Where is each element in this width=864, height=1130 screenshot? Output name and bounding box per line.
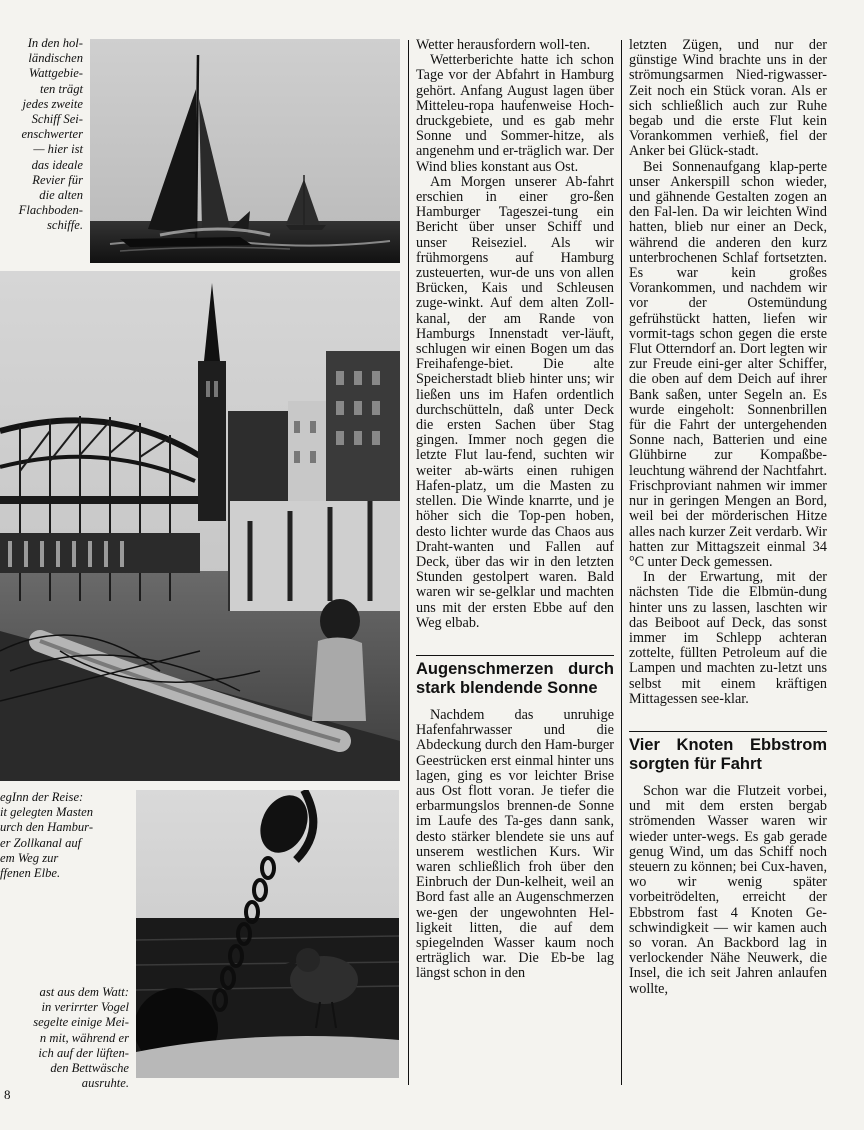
- paragraph: letzten Zügen, und nur der günstige Wind brachte uns in der strömungsarmen Nied-rigwasser-Zeit noch ein Stück voran. Als er sich schließlich auch zur Ruhe begab und die erste Flut kein Vorankommen verhieß, fiel der Anker bei Glück-stadt.: [629, 37, 827, 160]
- photo-harbour-zollkanal: [0, 271, 400, 781]
- paragraph: Schon war die Flutzeit vorbei, und mit dem ersten bergab strömenden Wasser waren wir wieder unter-wegs. Es gab gerade genug Wind, um das Schiff noch steuern zu können; bei Cux-haven, wo wir wenig später vorbeitrödelten, erreicht der Ebbstrom fast 4 Knoten Ge-schwindigkeit — wir kamen auch so voran. An Backbord lag in verlockender Nähe Neuwerk, die Insel, die ich seit Jahren anlaufen wollte,: [629, 782, 827, 997]
- caption-bird: ast aus dem Watt: in verirrter Vogel segelte einige Mei- n mit, während er ich auf der lüften- den Bettwäsche ausruhte.: [33, 985, 129, 1091]
- page-number: 8: [4, 1087, 11, 1102]
- paragraph: Wetterberichte hatte ich schon Tage vor der Abfahrt in Hamburg gehört. Anfang August lagen über Mitteleu-ropa haufenweise Hoch-druckgebiete, und es gab mehr Sonne und Sommer-hitze, als angenehm und er-träglich war. Der Wind blies konstant aus Ost.: [416, 52, 614, 175]
- caption-harbour: egInn der Reise: it gelegten Masten urch den Hambur- er Zollkanal auf em Weg zur ffenen Elbe.: [0, 790, 94, 881]
- paragraph: Am Morgen unserer Ab-fahrt erschien in einer gro-ßen Hamburger Tageszei-tung ein Bericht über unser Schiff und unser Reiseziel. Als wir frühmorgens auf Hamburg zusteuerten, wur-de uns von allen Brücken, Kais und Schleusen zuge-winkt. Auf dem alten Zoll-kanal, der am Rande von Hamburgs Innenstadt ver-läuft, schlugen wir einen Bogen um das Freihafenge-biet. Die alte Speicherstadt blieb hinter uns; wir ließen uns im Hafen ordentlich durchschütteln, daß unter Deck die ersten Sachen über Stag gingen. Immer noch gegen die letzte Flut lau-fend, suchten wir weiter ab-wärts einen ruhigen Hafen-platz, um die Masten zu stellen. Die Winde knarrte, und je höher sich die Top-pen hoben, desto lichter wurde das Chaos aus Draht-wanten und Fallen auf Deck, über das wir in den letzten Stunden gestolpert waren. Bald waren wir se-gelklar und machten uns mit der ersten Ebbe auf den Weg elbab.: [416, 173, 614, 631]
- paragraph: In der Erwartung, mit der nächsten Tide die Elbmün-dung hinter uns zu lassen, laschten wir das Beiboot auf Deck, das sonst immer im Schlepp achteran zottelte, füllten Petroleum auf die Lampen und machten zu-letzt uns selbst mit einem kräftigen Mittagessen see-klar.: [629, 569, 827, 707]
- paragraph: Nachdem das unruhige Hafenfahrwasser und die Abdeckung durch den Ham-burger Geestrücken erst einmal hinter uns lagen, ging es vor leichter Brise aus Ost flott voran. Je tiefer die erbarmungslos brennen-de Sonne im Laufe des Ta-ges dann sank, desto stärker blendete sie uns auf unserem westlichen Kurs. Wir waren schließlich froh über den Einbruch der Dun-kelheit, weil an Bord fast alle an Augenschmerzen we-gen der ungewohnten Hel-ligkeit litten, die auf dem spiegelnden Wasser kaum noch erträglich war. Die Eb-be lag längst schon in den: [416, 706, 614, 982]
- column-rule-1: [408, 40, 409, 1085]
- column-rule-2: [621, 40, 622, 1085]
- section-heading-augenschmerzen: Augenschmerzen durch stark blendende Sonne: [416, 655, 614, 698]
- paragraph: Bei Sonnenaufgang klap-perte unser Ankerspill schon wieder, und gähnende Gestalten zogen an den Fal-len. Da wir leichten Wind hatten, blieb nur einer an Deck, während die anderen den kurz unterbrochenen Schlaf fortsetzten. Es war kein großes Vorankommen, und nachdem wir vor der Ostemündung gefrühstückt hatten, liefen wir vormit-tags schon gegen die erste Flut Otterndorf an. Dort legten wir zur Freude eini-ger alter Schiffer, die oben auf dem Deich auf ihrer Bank saßen, unter Segeln an. Es wurde eingeholt: Sonnenbrillen für die Fahrt der untergehenden Sonne nach, Batterien und eine Glühbirne zur Kompaßbe-leuchtung während der Nachtfahrt. Frischproviant nahmen wir immer nur in geringen Mengen an Bord, weil bei der mörderischen Hitze alles nach kurzer Zeit verdarb. Wir hatten zur Mittagszeit einmal 34 °C unter Deck gemessen.: [629, 158, 827, 570]
- photo-sailboats: [90, 39, 400, 263]
- photo-bird-on-rigging: [136, 790, 399, 1078]
- caption-sailboats: In den hol- ländischen Wattgebie- ten trägt jedes zweite Schiff Sei- enschwerter — hier ist das ideale Revier für die alten Flachboden- schiffe.: [18, 36, 83, 233]
- article-column-2: [629, 38, 827, 997]
- article-column-1: [416, 38, 614, 982]
- section-heading-vier-knoten: Vier Knoten Ebbstrom sorgten für Fahrt: [629, 731, 827, 774]
- paragraph: Wetter herausfordern woll-ten.: [416, 37, 591, 53]
